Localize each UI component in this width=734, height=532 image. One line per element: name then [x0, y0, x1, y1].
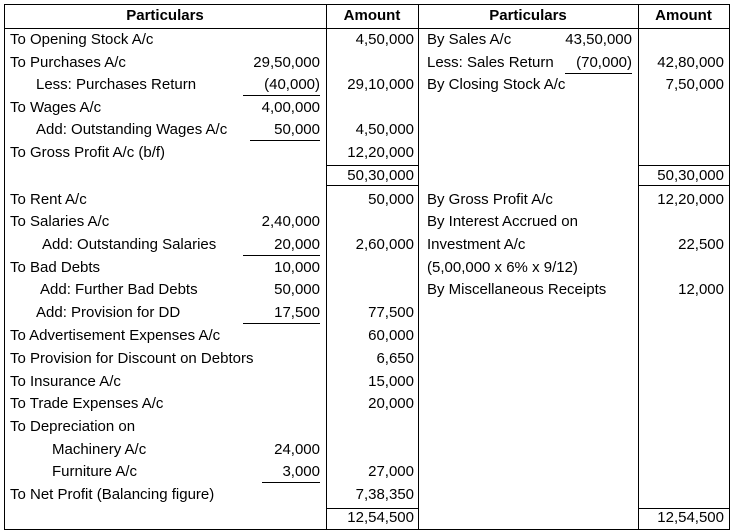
interest-label-line2: Investment A/c [427, 236, 526, 253]
border-right [729, 4, 730, 530]
closing-stock-amount: 7,50,000 [665, 76, 724, 93]
header-left-amount: Amount [343, 7, 401, 24]
total-salaries-amount: 2,60,000 [355, 236, 414, 253]
outstanding-wages-amount: 50,000 [250, 120, 320, 141]
pl-total-right: 12,54,500 [657, 509, 724, 526]
gross-profit-cf-label: To Gross Profit A/c (b/f) [10, 144, 166, 161]
closing-stock-label: By Closing Stock A/c [427, 76, 566, 93]
interest-calculation: (5,00,000 x 6% x 9/12) [427, 259, 578, 276]
purchases-sub-amount: 29,50,000 [253, 54, 320, 71]
purchases-label: To Purchases A/c [10, 54, 126, 71]
further-bad-debts-amount: 50,000 [274, 281, 320, 298]
header-left-particulars: Particulars [126, 7, 204, 24]
purchases-return-amount: (40,000) [243, 75, 320, 96]
furniture-amount: 3,000 [262, 462, 320, 483]
advertisement-amount: 60,000 [368, 327, 414, 344]
interest-label-line1: By Interest Accrued on [427, 213, 578, 230]
gross-profit-bf-amount: 12,20,000 [657, 191, 724, 208]
opening-stock-label: To Opening Stock A/c [10, 31, 154, 48]
salaries-label: To Salaries A/c [10, 213, 110, 230]
provision-dd-label: Add: Provision for DD [36, 304, 181, 321]
advertisement-label: To Advertisement Expenses A/c [10, 327, 221, 344]
gross-profit-cf-amount: 12,20,000 [347, 144, 414, 161]
net-sales-amount: 42,80,000 [657, 54, 724, 71]
misc-receipts-amount: 12,000 [678, 281, 724, 298]
trading-total-right: 50,30,000 [657, 167, 724, 184]
sales-return-amount: (70,000) [565, 53, 632, 74]
header-rule [4, 28, 729, 29]
total-wages-amount: 4,50,000 [355, 121, 414, 138]
border-left [4, 4, 5, 530]
outstanding-wages-label: Add: Outstanding Wages A/c [36, 121, 228, 138]
purchases-return-label: Less: Purchases Return [36, 76, 197, 93]
header-right-particulars: Particulars [489, 7, 567, 24]
sales-return-label: Less: Sales Return [427, 54, 554, 71]
header-right-amount: Amount [655, 7, 712, 24]
machinery-amount: 24,000 [274, 441, 320, 458]
interest-amount: 22,500 [678, 236, 724, 253]
furniture-label: Furniture A/c [52, 463, 138, 480]
discount-provision-label: To Provision for Discount on Debtors [10, 350, 254, 367]
rent-amount: 50,000 [368, 191, 414, 208]
pl-total-left: 12,54,500 [347, 509, 414, 526]
sales-label: By Sales A/c [427, 31, 512, 48]
total-depreciation-amount: 27,000 [368, 463, 414, 480]
border-bottom [4, 529, 729, 530]
opening-stock-amount: 4,50,000 [355, 31, 414, 48]
bad-debts-sub-amount: 10,000 [274, 259, 320, 276]
rent-label: To Rent A/c [10, 191, 87, 208]
border-top [4, 4, 729, 5]
discount-provision-amount: 6,650 [376, 350, 414, 367]
bad-debts-label: To Bad Debts [10, 259, 101, 276]
net-purchases-amount: 29,10,000 [347, 76, 414, 93]
provision-dd-amount: 17,500 [243, 303, 320, 324]
net-profit-amount: 7,38,350 [355, 486, 414, 503]
further-bad-debts-label: Add: Further Bad Debts [40, 281, 198, 298]
outstanding-salaries-label: Add: Outstanding Salaries [42, 236, 217, 253]
insurance-label: To Insurance A/c [10, 373, 121, 390]
wages-sub-amount: 4,00,000 [261, 99, 320, 116]
gross-profit-bf-label: By Gross Profit A/c [427, 191, 553, 208]
insurance-amount: 15,000 [368, 373, 414, 390]
outstanding-salaries-amount: 20,000 [243, 235, 320, 256]
depreciation-label: To Depreciation on [10, 418, 136, 435]
total-bad-debts-amount: 77,500 [368, 304, 414, 321]
net-profit-label: To Net Profit (Balancing figure) [10, 486, 215, 503]
trade-expenses-amount: 20,000 [368, 395, 414, 412]
divider-center [418, 4, 419, 530]
trade-expenses-label: To Trade Expenses A/c [10, 395, 164, 412]
machinery-label: Machinery A/c [52, 441, 147, 458]
trading-total-left: 50,30,000 [347, 167, 414, 184]
sales-sub-amount: 43,50,000 [565, 31, 632, 48]
wages-label: To Wages A/c [10, 99, 102, 116]
salaries-sub-amount: 2,40,000 [261, 213, 320, 230]
misc-receipts-label: By Miscellaneous Receipts [427, 281, 607, 298]
